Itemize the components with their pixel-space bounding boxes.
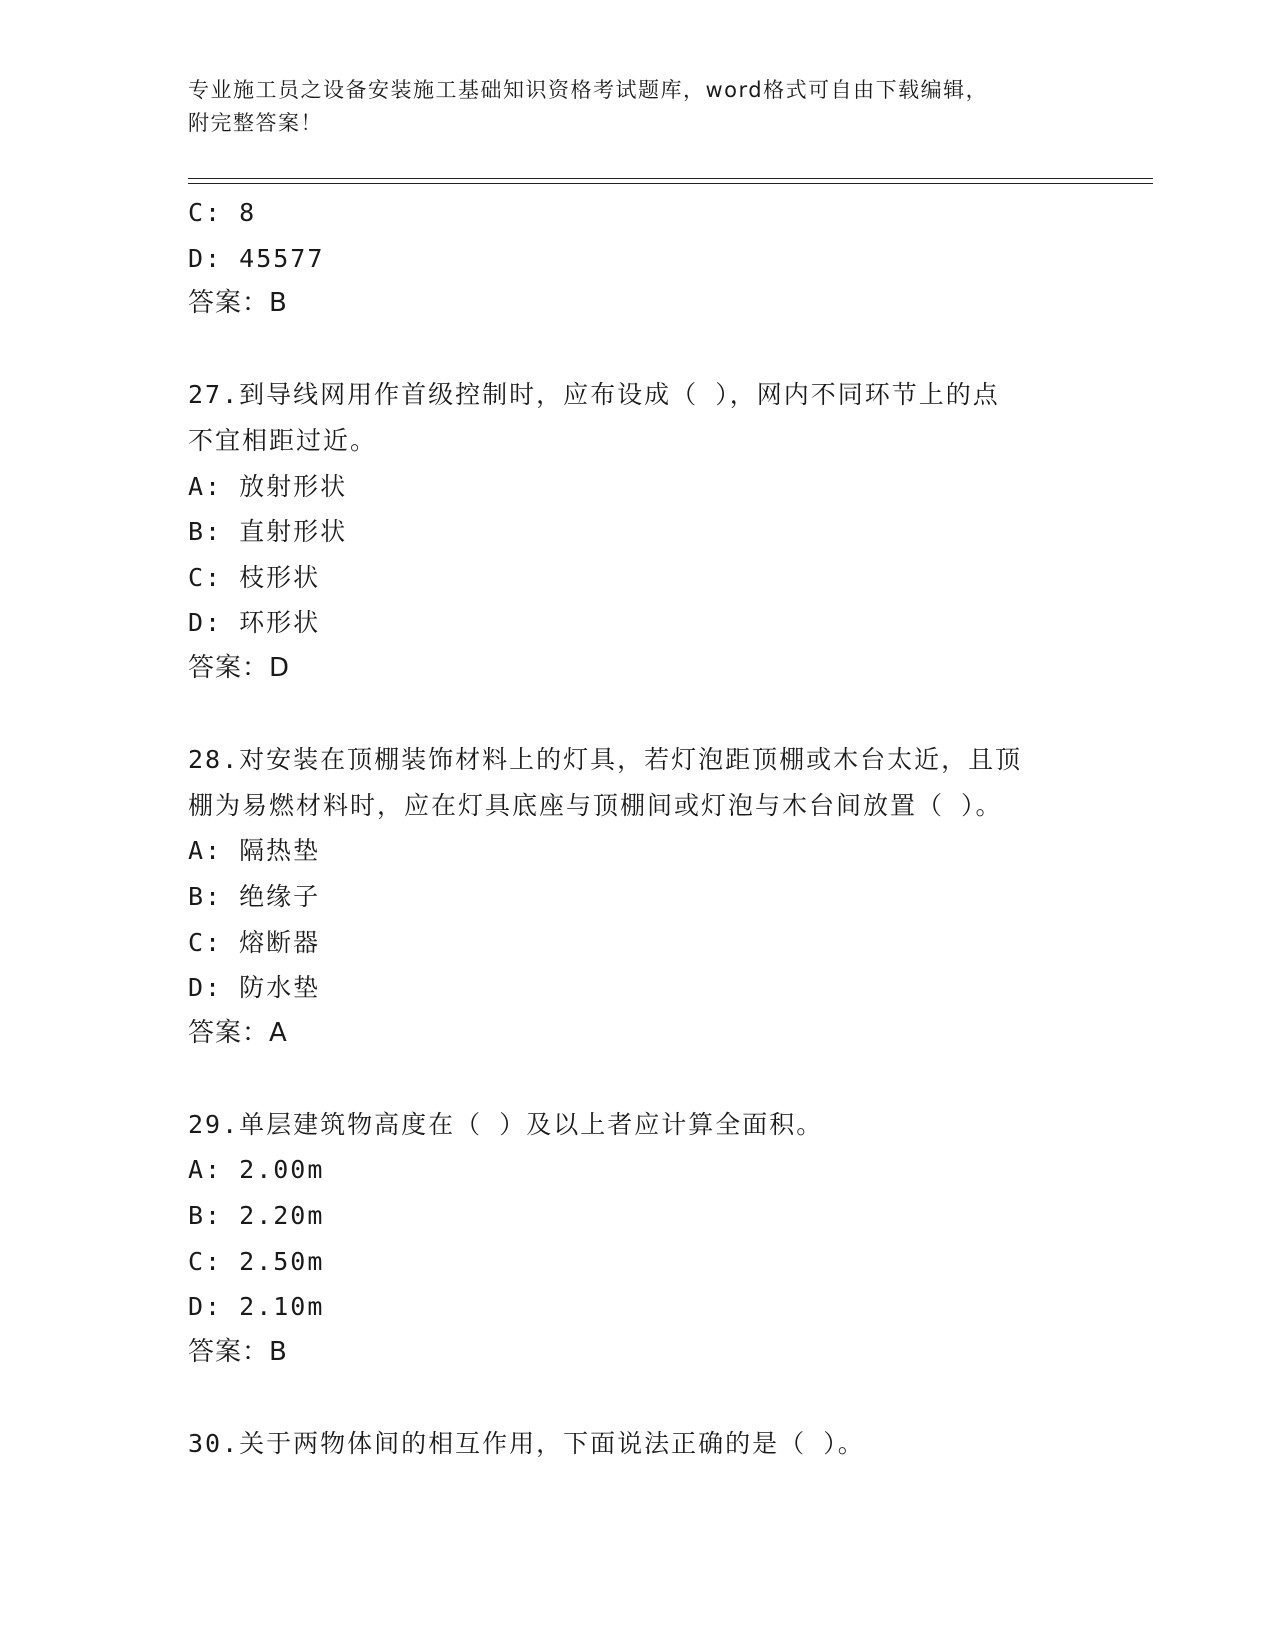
option-b: B: 2.20m [188,1201,325,1231]
header-rule-top [188,178,1153,179]
question-stem: 棚为易燃材料时，应在灯具底座与顶棚间或灯泡与木台间放置（ ）。 [188,790,1003,820]
option-c: C: 8 [188,198,257,227]
question-30 [188,1421,1088,1467]
option-d: D: 2.10m [188,1292,325,1322]
option-c: C: 熔断器 [188,927,321,957]
header-rule-bottom [188,183,1153,184]
option-b: B: 绝缘子 [188,881,321,911]
option-a: A: 2.00m [188,1155,325,1185]
question-list [188,190,1088,1467]
option-a: A: 放射形状 [188,471,348,501]
option-c: C: 枝形状 [188,562,321,592]
answer-line: 答案：B [188,1336,288,1367]
question-28 [188,737,1088,1056]
question-29 [188,1102,1088,1376]
option-b: B: 直射形状 [188,517,348,547]
option-a: A: 隔热垫 [188,836,321,866]
question-stem: 29.单层建筑物高度在（ ）及以上者应计算全面积。 [188,1109,824,1139]
header-line-2: 附完整答案！ [188,111,323,135]
answer-line: 答案：D [188,652,291,683]
option-c: C: 2.50m [188,1246,325,1276]
option-d: D: 45577 [188,243,325,273]
page-header [188,74,1068,140]
answer-line: 答案：B [188,288,288,319]
option-d: D: 环形状 [188,608,321,638]
question-stem: 28.对安装在顶棚装饰材料上的灯具，若灯泡距顶棚或木台太近，且顶 [188,745,1023,775]
question-stem: 不宜相距过近。 [188,425,378,455]
answer-line: 答案：A [188,1017,288,1048]
question-26 [188,190,1088,327]
question-stem: 30.关于两物体间的相互作用，下面说法正确的是（ ）。 [188,1429,865,1459]
header-line-1: 专业施工员之设备安装施工基础知识资格考试题库，word格式可自由下载编辑， [188,78,989,102]
question-27 [188,372,1088,691]
question-stem: 27.到导线网用作首级控制时，应布设成（ ），网内不同环节上的点 [188,380,1000,410]
option-d: D: 防水垫 [188,973,321,1003]
